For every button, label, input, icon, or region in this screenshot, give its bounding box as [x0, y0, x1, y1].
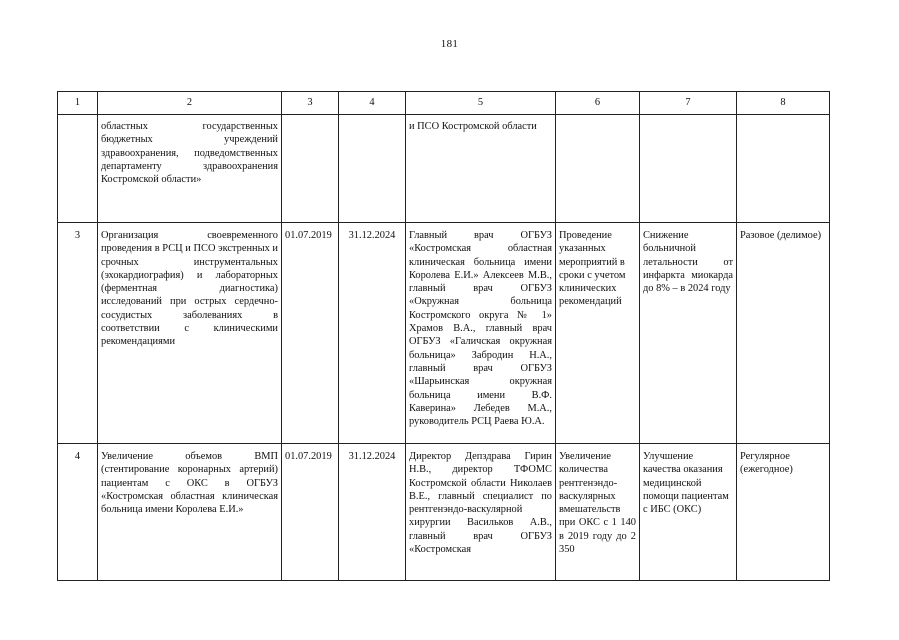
table-row — [58, 223, 830, 444]
header-row — [58, 92, 830, 115]
responsible: Директор Депздрава Гирин Н.В., директор ТФОМС Костромской области Николаев В.Е., главный специалист по рентгенэндо-васкулярной хирургии Васильков А.В., главный врач ОГБУЗ «Костромская — [406, 444, 556, 581]
responsible: Главный врач ОГБУЗ «Костромская областная клиническая больница имени Королева Е.И.» Алексеев М.В., главный врач ОГБУЗ «Окружная больница Костромского округа № 1» Храмов В.А., главный врач ОГБУЗ «Галичская окружная больница» Забродин Н.А., главный врач ОГБУЗ «Шарьинская окружная больница имени В.Ф. Каверина» Лебедев М.А., руководитель РСЦ Раева Ю.А. — [406, 223, 556, 444]
end-date — [339, 115, 406, 223]
row-number: 4 — [58, 444, 98, 581]
measure-type — [737, 115, 830, 223]
event-description — [556, 115, 640, 223]
header-cell: 5 — [406, 92, 556, 115]
table-row — [58, 444, 830, 581]
expected-result — [640, 115, 737, 223]
header-cell: 7 — [640, 92, 737, 115]
row-number: 3 — [58, 223, 98, 444]
end-date: 31.12.2024 — [339, 444, 406, 581]
event-description: Проведение указанных мероприятий в сроки с учетом клинических рекомендаций — [556, 223, 640, 444]
header-cell: 4 — [339, 92, 406, 115]
header-cell: 2 — [98, 92, 282, 115]
measure-type: Регулярное (ежегодное) — [737, 444, 830, 581]
header-cell: 1 — [58, 92, 98, 115]
expected-result: Улучшение качества оказания медицинской помощи пациентам с ИБС (ОКС) — [640, 444, 737, 581]
measure-description: Увеличение объемов ВМП (стентирование коронарных артерий) пациентам с ОКС в ОГБУЗ «Костромская областная клиническая больница имени Королева Е.И.» — [98, 444, 282, 581]
measure-description: Организация своевременного проведения в РСЦ и ПСО экстренных и срочных инструментальных (эхокардиография) и лабораторных (ферментная диагностика) исследований при острых сердечно-сосудистых заболеваниях в соответствии с клиническими рекомендациями — [98, 223, 282, 444]
table-row — [58, 115, 830, 223]
start-date: 01.07.2019 — [282, 444, 339, 581]
measures-table — [57, 91, 830, 581]
responsible: и ПСО Костромской области — [406, 115, 556, 223]
header-cell: 3 — [282, 92, 339, 115]
measure-description: областных государственных бюджетных учреждений здравоохранения, подведомственных департаменту здравоохранения Костромской области» — [98, 115, 282, 223]
measure-type: Разовое (делимое) — [737, 223, 830, 444]
start-date: 01.07.2019 — [282, 223, 339, 444]
expected-result: Снижение больничной летальности от инфаркта миокарда до 8% – в 2024 году — [640, 223, 737, 444]
start-date — [282, 115, 339, 223]
end-date: 31.12.2024 — [339, 223, 406, 444]
header-cell: 8 — [737, 92, 830, 115]
event-description: Увеличение количества рентгенэндо-васкулярных вмешательств при ОКС с 1 140 в 2019 году до 2 350 — [556, 444, 640, 581]
page-number: 181 — [440, 38, 459, 50]
header-cell: 6 — [556, 92, 640, 115]
row-number — [58, 115, 98, 223]
